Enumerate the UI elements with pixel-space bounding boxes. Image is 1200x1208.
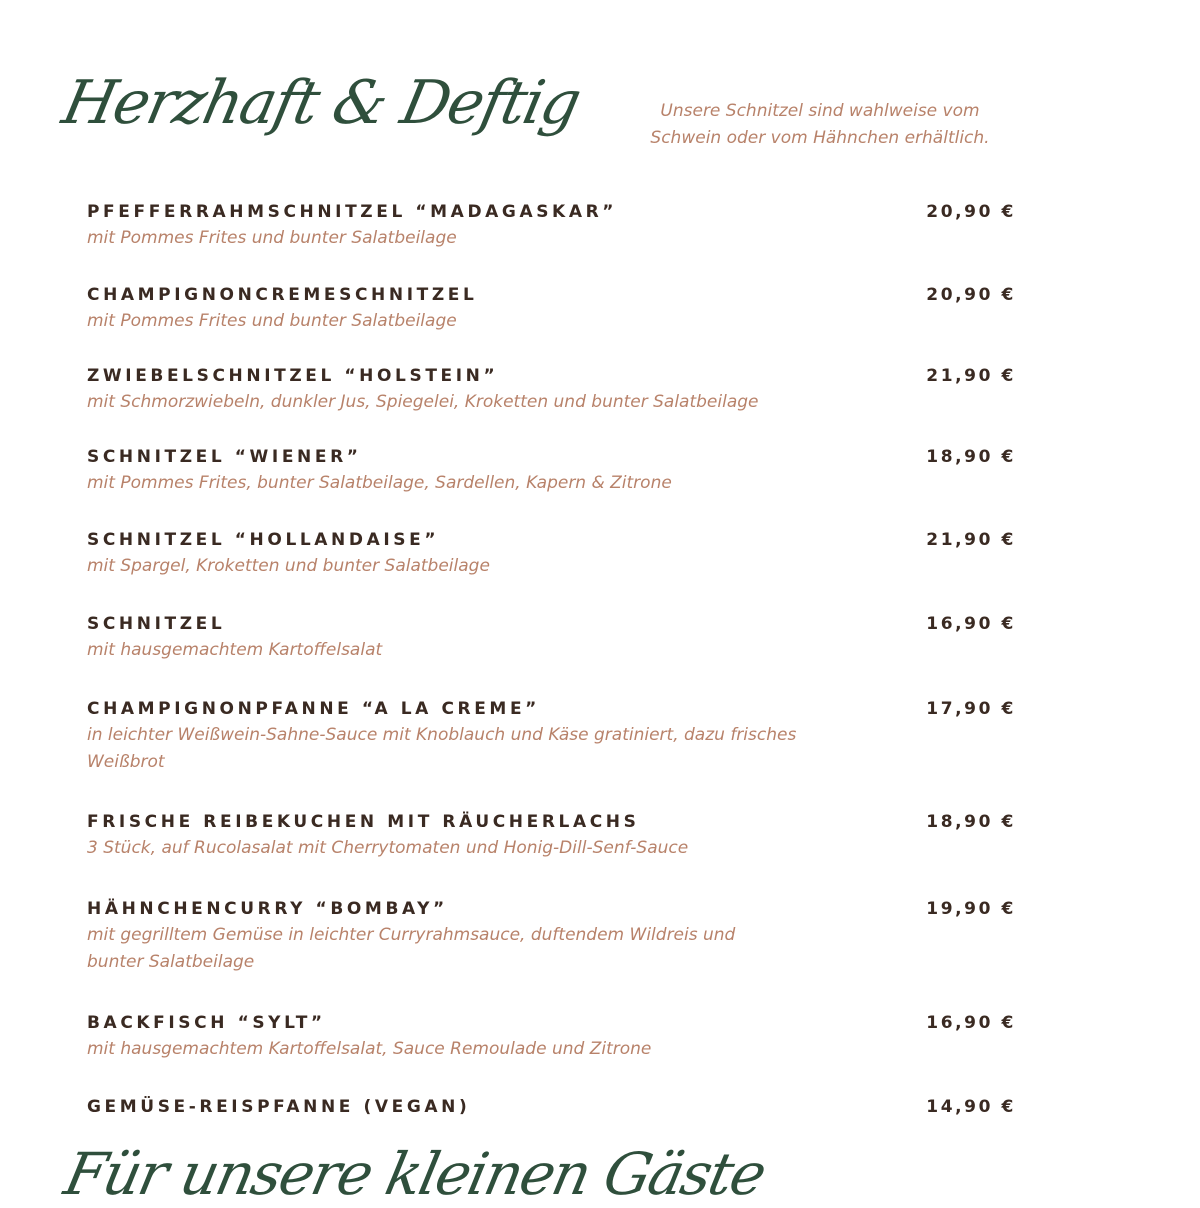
item-description: mit Spargel, Kroketten und bunter Salatbeilage	[87, 556, 490, 576]
item-name: CHAMPIGNONCREMESCHNITZEL	[87, 285, 478, 305]
item-price: 18,90 €	[926, 447, 1016, 467]
menu-item	[87, 1095, 1022, 1119]
item-price: 21,90 €	[926, 366, 1016, 386]
menu-item	[87, 810, 1022, 862]
note-line-2: Schwein oder vom Hähnchen erhältlich.	[650, 128, 990, 148]
menu-item	[87, 283, 1022, 335]
item-name: FRISCHE REIBEKUCHEN MIT RÄUCHERLACHS	[87, 812, 640, 832]
menu-item	[87, 1011, 1022, 1063]
schnitzel-note	[640, 98, 1000, 152]
item-price: 20,90 €	[926, 202, 1016, 222]
item-name: SCHNITZEL “HOLLANDAISE”	[87, 530, 440, 550]
next-section-title: Für unsere kleinen Gäste	[58, 1140, 771, 1208]
item-name: HÄHNCHENCURRY “BOMBAY”	[87, 899, 448, 919]
item-price: 16,90 €	[926, 1013, 1016, 1033]
item-name: ZWIEBELSCHNITZEL “HOLSTEIN”	[87, 366, 499, 386]
menu-item	[87, 697, 1022, 776]
item-name: CHAMPIGNONPFANNE “A LA CREME”	[87, 699, 540, 719]
item-description: mit gegrilltem Gemüse in leichter Curryrahmsauce, duftendem Wildreis und bunter Salatbeilage	[87, 925, 736, 972]
item-name: PFEFFERRAHMSCHNITZEL “MADAGASKAR”	[87, 202, 618, 222]
menu-item	[87, 200, 1022, 252]
item-price: 19,90 €	[926, 899, 1016, 919]
item-description: 3 Stück, auf Rucolasalat mit Cherrytomaten und Honig-Dill-Senf-Sauce	[87, 838, 689, 858]
item-description: mit Pommes Frites und bunter Salatbeilage	[87, 228, 457, 248]
item-description: mit Schmorzwiebeln, dunkler Jus, Spiegelei, Kroketten und bunter Salatbeilage	[87, 392, 759, 412]
item-description: mit hausgemachtem Kartoffelsalat	[87, 640, 383, 660]
item-price: 17,90 €	[926, 699, 1016, 719]
item-description: in leichter Weißwein-Sahne-Sauce mit Knoblauch und Käse gratiniert, dazu frisches Weißbrot	[87, 725, 797, 772]
menu-item	[87, 528, 1022, 580]
item-name: SCHNITZEL “WIENER”	[87, 447, 362, 467]
section-title: Herzhaft & Deftig	[56, 68, 586, 138]
item-description: mit Pommes Frites und bunter Salatbeilage	[87, 311, 457, 331]
item-price: 20,90 €	[926, 285, 1016, 305]
menu-item	[87, 445, 1022, 497]
note-line-1: Unsere Schnitzel sind wahlweise vom	[660, 101, 980, 121]
item-price: 14,90 €	[926, 1097, 1016, 1117]
item-price: 21,90 €	[926, 530, 1016, 550]
menu-item	[87, 612, 1022, 664]
item-name: GEMÜSE-REISPFANNE (VEGAN)	[87, 1097, 471, 1117]
item-price: 16,90 €	[926, 614, 1016, 634]
item-description: mit hausgemachtem Kartoffelsalat, Sauce Remoulade und Zitrone	[87, 1039, 652, 1059]
item-price: 18,90 €	[926, 812, 1016, 832]
item-name: BACKFISCH “SYLT”	[87, 1013, 326, 1033]
menu-item	[87, 897, 1022, 976]
item-description: mit Pommes Frites, bunter Salatbeilage, Sardellen, Kapern & Zitrone	[87, 473, 672, 493]
item-name: SCHNITZEL	[87, 614, 226, 634]
menu-item	[87, 364, 1022, 416]
